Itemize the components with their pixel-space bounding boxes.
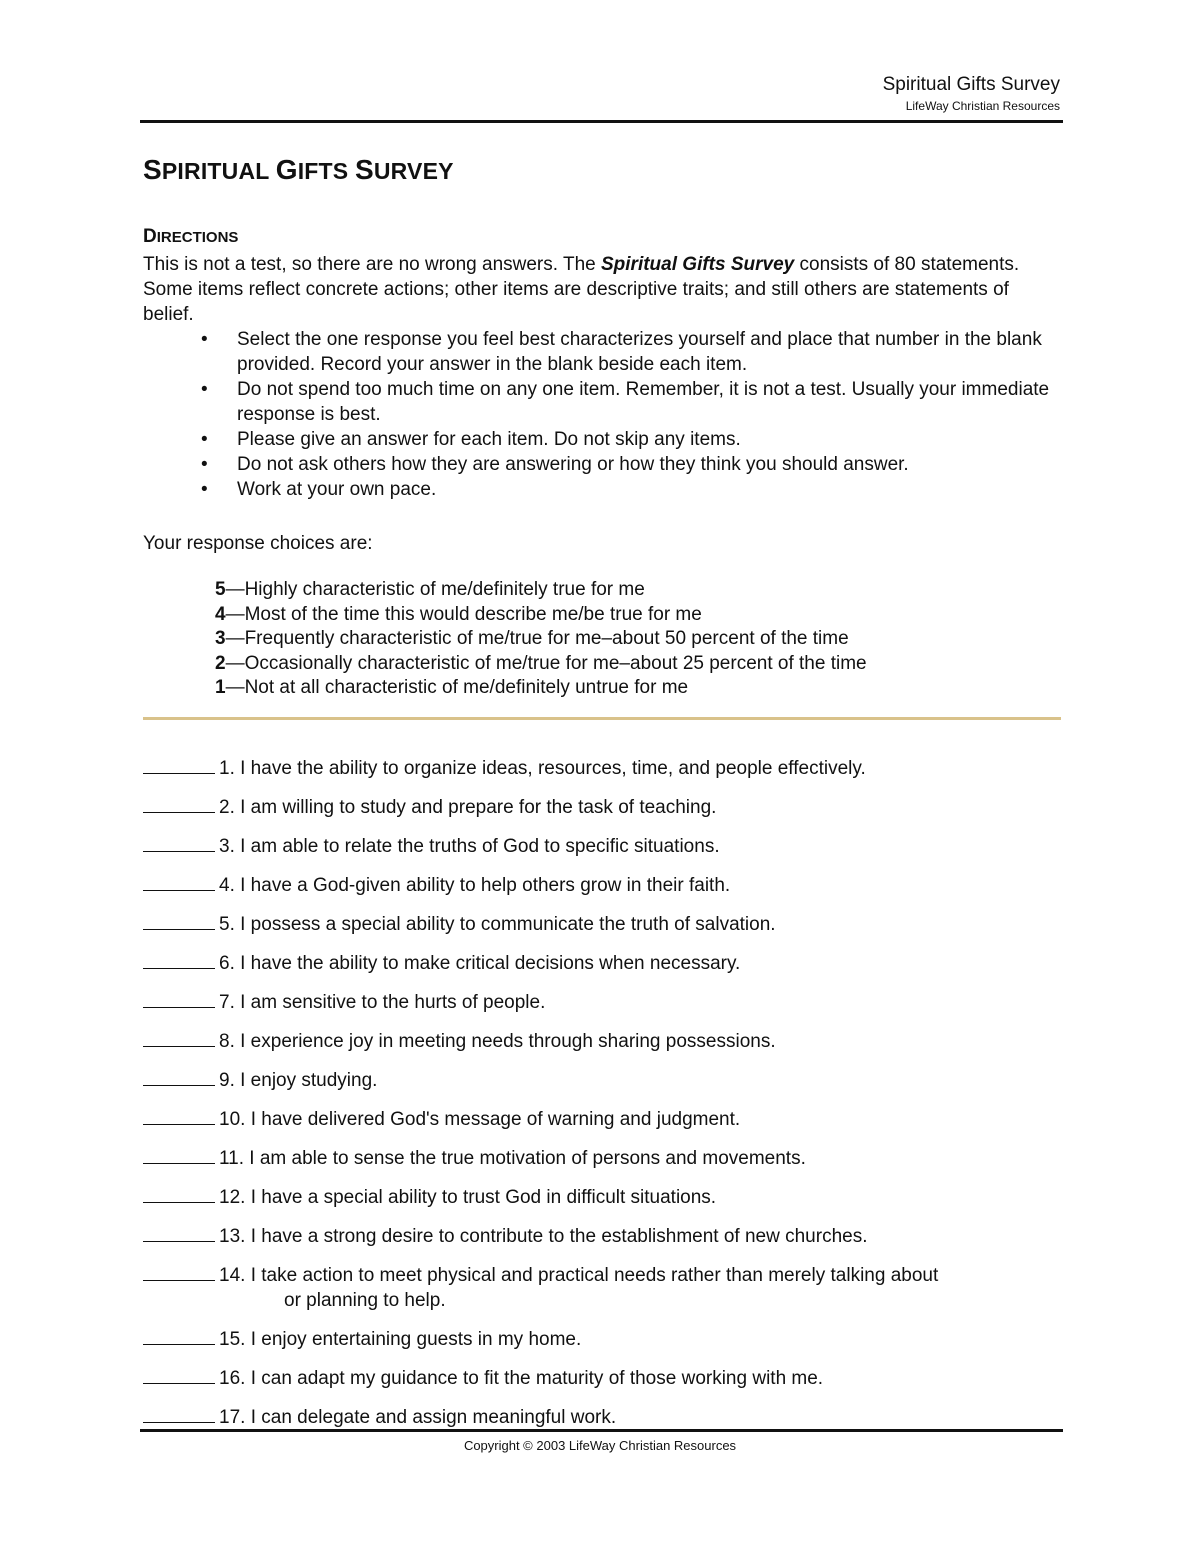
answer-blank[interactable] <box>143 988 215 1008</box>
answer-blank[interactable] <box>143 832 215 852</box>
footer-copyright: Copyright © 2003 LifeWay Christian Resources <box>463 1438 737 1453</box>
header-rule <box>140 120 1063 123</box>
bullet-text: Select the one response you feel best characterizes yourself and place that number in the blank provided. Record your answer in the blank beside each item. <box>237 329 1042 375</box>
survey-item <box>143 1066 1063 1093</box>
survey-item <box>143 949 1063 976</box>
bullet-text: Please give an answer for each item. Do not skip any items. <box>237 429 741 450</box>
item-text: 10. I have delivered God's message of warning and judgment. <box>219 1109 741 1130</box>
directions-list-item <box>143 427 1062 452</box>
title-rest: PIRITUAL <box>161 158 270 184</box>
survey-item <box>143 910 1063 937</box>
bullet-icon: • <box>201 379 208 400</box>
directions-list-item <box>143 327 1062 377</box>
item-text: 11. I am able to sense the true motivation of persons and movements. <box>219 1148 806 1169</box>
directions-list-item <box>143 377 1062 427</box>
directions-list-item <box>143 477 1062 502</box>
item-text: 13. I have a strong desire to contribute to the establishment of new churches. <box>219 1226 868 1247</box>
directions-heading <box>143 224 1063 250</box>
answer-blank[interactable] <box>143 793 215 813</box>
item-text: 4. I have a God-given ability to help others grow in their faith. <box>219 875 731 896</box>
item-text: 5. I possess a special ability to communicate the truth of salvation. <box>219 914 776 935</box>
survey-item <box>143 1027 1063 1054</box>
survey-item <box>143 754 1063 781</box>
directions-section <box>143 224 1063 502</box>
directions-list-item <box>143 452 1062 477</box>
choice-row <box>215 603 867 628</box>
title-initial: S <box>143 154 162 185</box>
item-text: 14. I take action to meet physical and practical needs rather than merely talking about <box>219 1265 939 1286</box>
item-text: 6. I have the ability to make critical decisions when necessary. <box>219 953 741 974</box>
choice-number: 4 <box>215 603 226 625</box>
item-text: 1. I have the ability to organize ideas, resources, time, and people effectively. <box>219 758 866 779</box>
survey-name-emphasis: Spiritual Gifts Survey <box>601 254 795 275</box>
survey-items <box>143 754 1063 1442</box>
response-choices <box>215 578 867 701</box>
title-initial: S <box>354 154 374 185</box>
item-text: 9. I enjoy studying. <box>219 1070 378 1091</box>
answer-blank[interactable] <box>143 1183 215 1203</box>
choice-row <box>215 652 867 677</box>
choice-number: 3 <box>215 628 226 650</box>
item-text: 3. I am able to relate the truths of God to specific situations. <box>219 836 720 857</box>
directions-intro <box>143 252 1063 327</box>
survey-item <box>143 1222 1063 1249</box>
directions-list <box>143 327 1063 502</box>
answer-blank[interactable] <box>143 1364 215 1384</box>
bullet-icon: • <box>201 329 208 350</box>
choice-row <box>215 676 867 701</box>
answer-blank[interactable] <box>143 1027 215 1047</box>
survey-item <box>143 793 1063 820</box>
section-divider <box>143 717 1061 720</box>
choice-number: 5 <box>215 579 226 600</box>
bullet-text: Do not ask others how they are answering or how they think you should answer. <box>237 454 909 475</box>
choice-row <box>215 627 867 652</box>
answer-blank[interactable] <box>143 949 215 969</box>
intro-text: consists of 80 statements. Some items reflect concrete actions; other items are descriptive traits; and still others are statements of belief. <box>143 254 1020 325</box>
bullet-icon: • <box>201 454 208 475</box>
answer-blank[interactable] <box>143 1325 215 1345</box>
answer-blank[interactable] <box>143 910 215 930</box>
heading-initial: D <box>143 226 157 247</box>
footer-rule <box>140 1429 1063 1432</box>
bullet-icon: • <box>201 429 208 450</box>
answer-blank[interactable] <box>143 1261 215 1281</box>
choice-text: —Frequently characteristic of me/true for me–about 50 percent of the time <box>225 628 849 650</box>
heading-rest: IRECTIONS <box>156 229 239 246</box>
answer-blank[interactable] <box>143 1066 215 1086</box>
choice-number: 2 <box>215 652 226 674</box>
survey-item <box>143 988 1063 1015</box>
item-text: 16. I can adapt my guidance to fit the maturity of those working with me. <box>219 1368 824 1389</box>
header-subtitle: LifeWay Christian Resources <box>905 99 1060 113</box>
choices-intro: Your response choices are: <box>143 533 373 554</box>
item-text-continuation: or planning to help. <box>284 1290 446 1311</box>
survey-item <box>143 832 1063 859</box>
survey-item <box>143 1183 1063 1210</box>
item-text: 8. I experience joy in meeting needs through sharing possessions. <box>219 1031 776 1052</box>
choice-text: —Highly characteristic of me/definitely true for me <box>225 579 645 600</box>
answer-blank[interactable] <box>143 871 215 891</box>
answer-blank[interactable] <box>143 1105 215 1125</box>
answer-blank[interactable] <box>143 754 215 774</box>
answer-blank[interactable] <box>143 1144 215 1164</box>
bullet-text: Do not spend too much time on any one item. Remember, it is not a test. Usually your immediate response is best. <box>237 379 1050 425</box>
answer-blank[interactable] <box>143 1222 215 1242</box>
survey-item <box>143 1105 1063 1132</box>
header-title: Spiritual Gifts Survey <box>882 74 1060 95</box>
item-text: 15. I enjoy entertaining guests in my home. <box>219 1329 582 1350</box>
item-text: 12. I have a special ability to trust God in difficult situations. <box>219 1187 717 1208</box>
survey-item <box>143 1403 1063 1430</box>
title-rest: URVEY <box>373 158 454 184</box>
survey-item <box>143 1364 1063 1391</box>
bullet-icon: • <box>201 479 208 500</box>
title-initial: G <box>275 154 298 185</box>
choice-text: —Most of the time this would describe me/be true for me <box>225 603 702 625</box>
survey-item <box>143 1325 1063 1352</box>
item-text: 7. I am sensitive to the hurts of people. <box>219 992 546 1013</box>
item-text: 17. I can delegate and assign meaningful work. <box>219 1407 617 1428</box>
survey-item <box>143 871 1063 898</box>
item-text: 2. I am willing to study and prepare for the task of teaching. <box>219 797 717 818</box>
title-rest: IFTS <box>297 158 349 184</box>
survey-item <box>143 1144 1063 1171</box>
bullet-text: Work at your own pace. <box>237 479 437 500</box>
intro-text: This is not a test, so there are no wrong answers. The <box>143 254 601 275</box>
survey-item <box>143 1261 1063 1313</box>
choice-text: —Occasionally characteristic of me/true for me–about 25 percent of the time <box>225 652 867 674</box>
document-title <box>143 154 454 186</box>
choice-row <box>215 578 867 603</box>
running-header <box>883 74 1060 114</box>
choice-text: —Not at all characteristic of me/definitely untrue for me <box>225 677 689 699</box>
answer-blank[interactable] <box>143 1403 215 1423</box>
choice-number: 1 <box>215 677 226 699</box>
